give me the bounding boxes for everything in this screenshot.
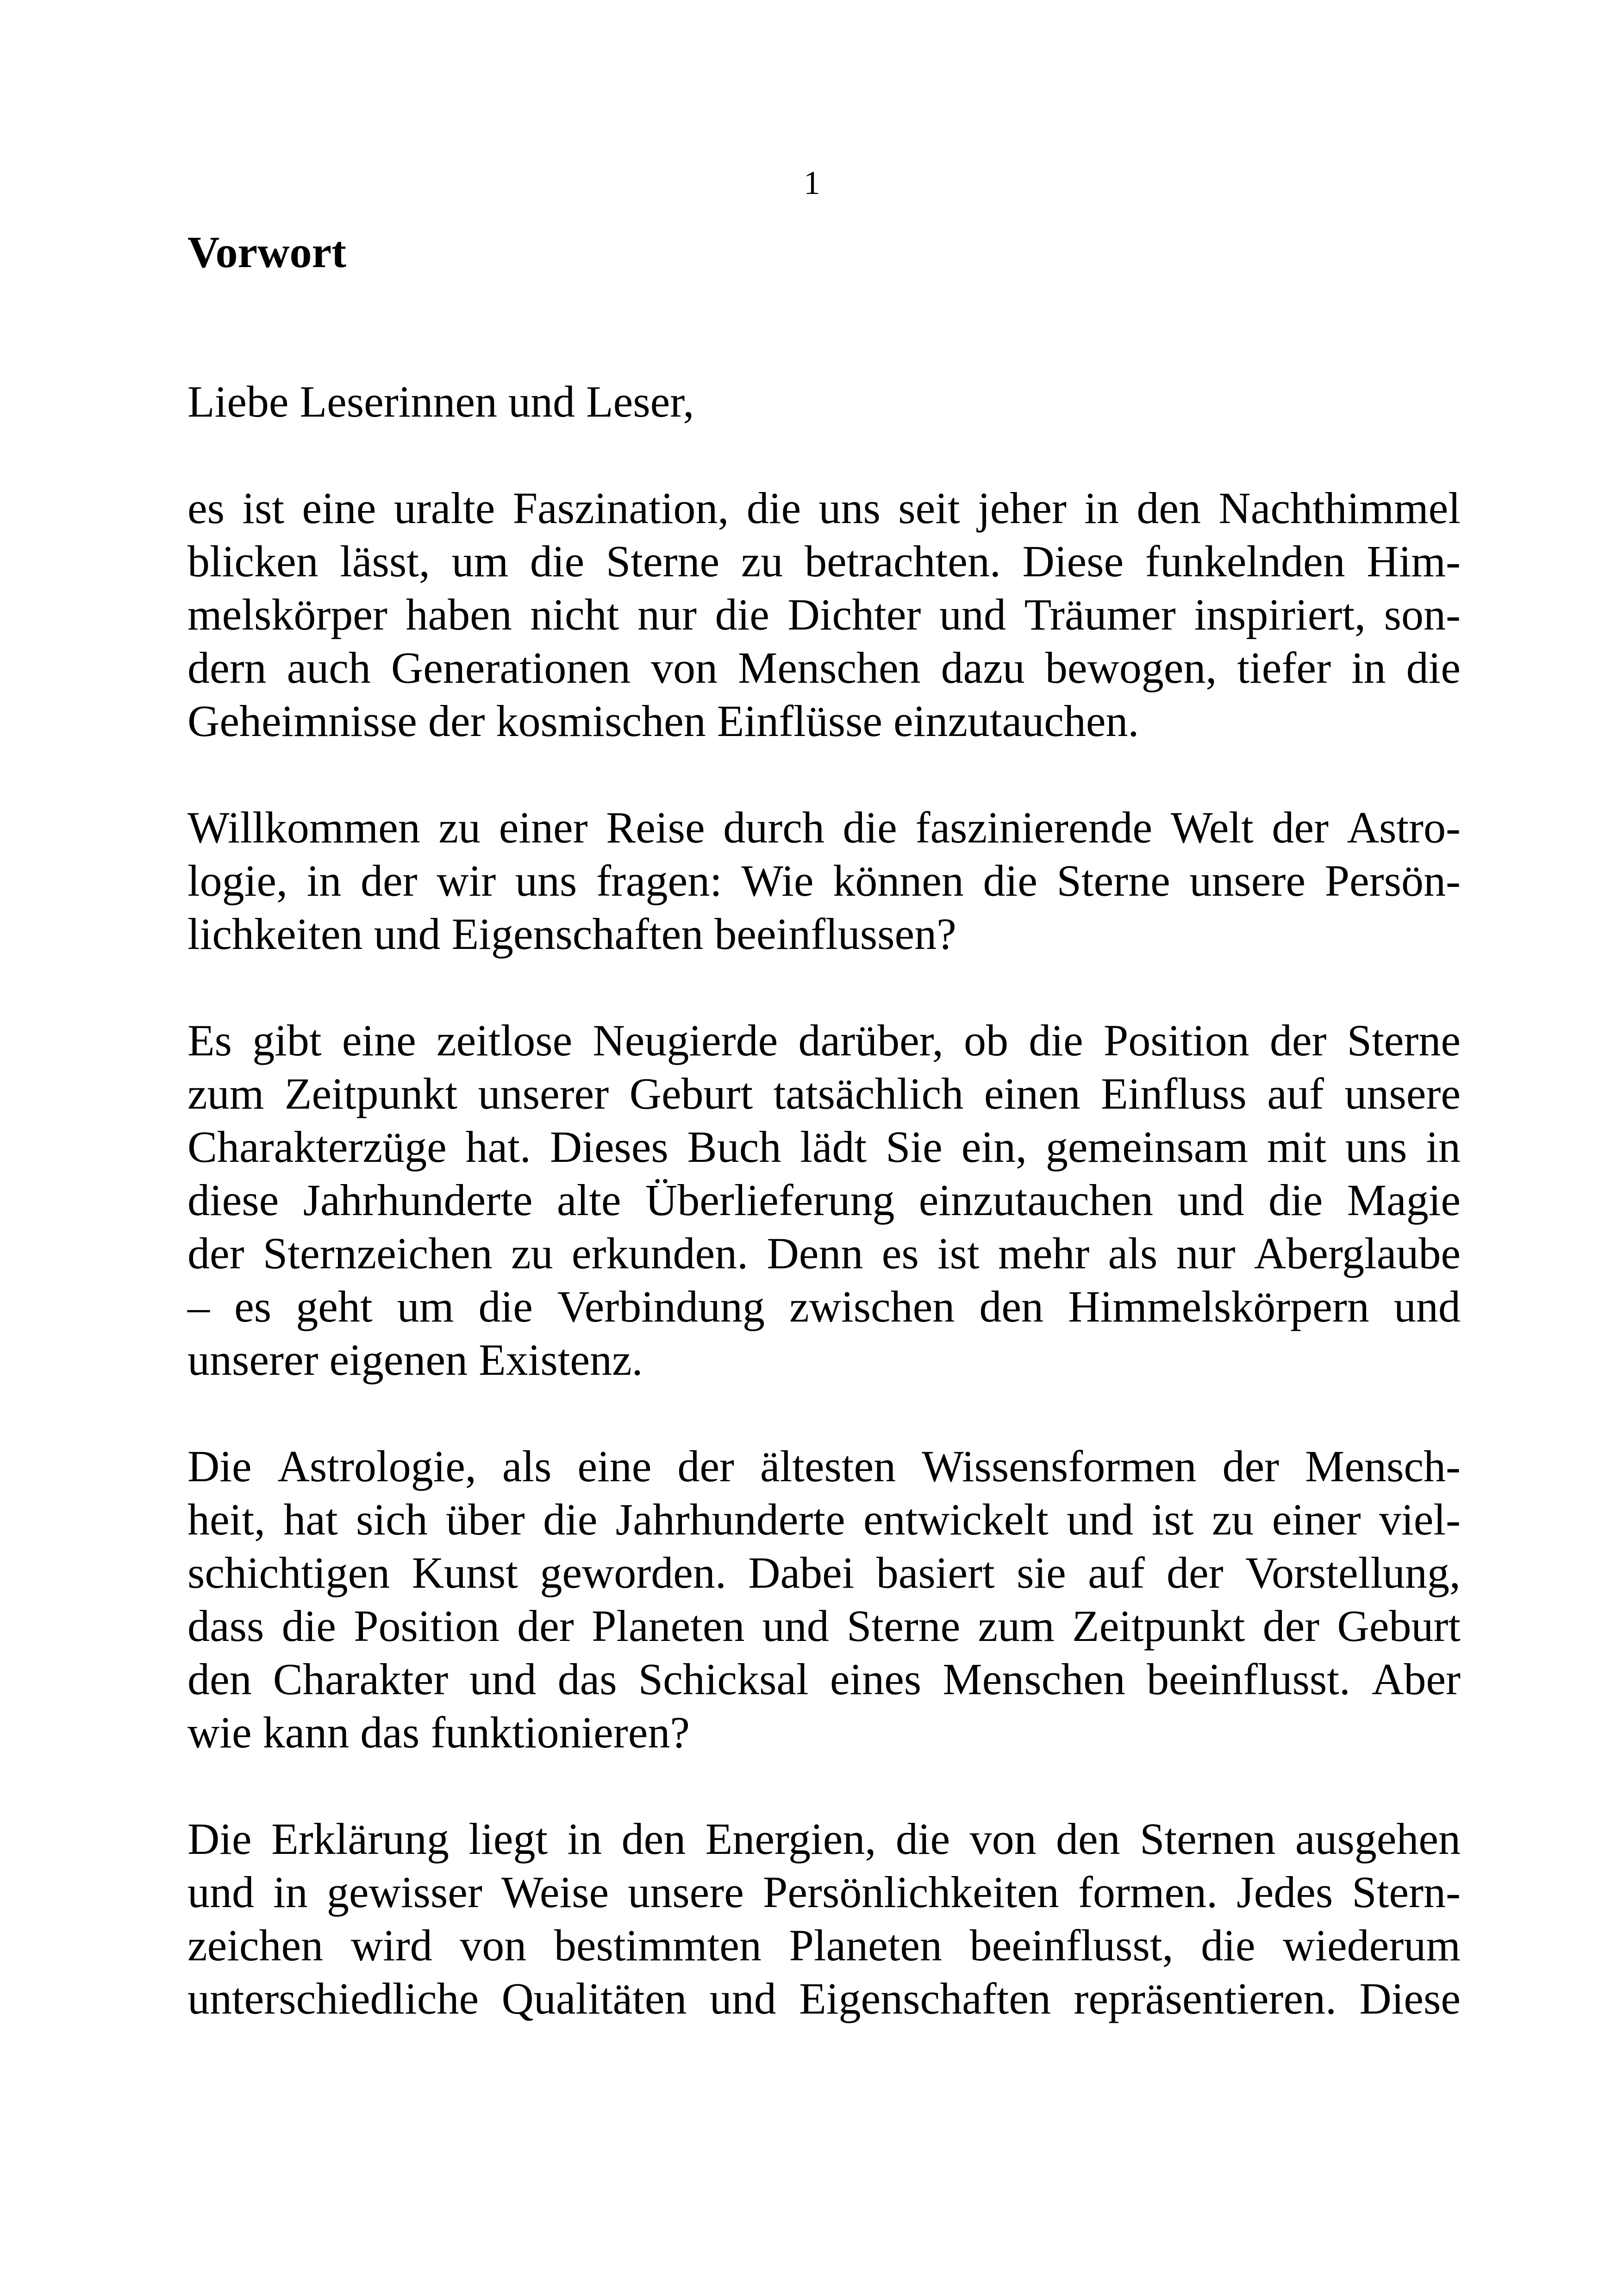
text-line: blicken lässt, um die Sterne zu betrachten. Diese funkelnden Him- bbox=[187, 536, 1461, 586]
text-line: den Charakter und das Schicksal eines Menschen beeinflusst. Aber bbox=[187, 1654, 1461, 1704]
text-line: schichtigen Kunst geworden. Dabei basiert sie auf der Vorstellung, bbox=[187, 1548, 1461, 1597]
text-line: diese Jahrhunderte alte Überlieferung einzutauchen und die Magie bbox=[187, 1175, 1461, 1225]
text-line: – es geht um die Verbindung zwischen den Himmelskörpern und bbox=[187, 1282, 1461, 1331]
paragraph bbox=[187, 801, 1461, 960]
text-line: dern auch Generationen von Menschen dazu bewogen, tiefer in die bbox=[187, 643, 1461, 692]
paragraph bbox=[187, 481, 1461, 748]
text-line: Die Erklärung liegt in den Energien, die von den Sternen ausgehen bbox=[187, 1814, 1461, 1864]
text-line: logie, in der wir uns fragen: Wie können die Sterne unsere Persön- bbox=[187, 856, 1461, 905]
text-line: zum Zeitpunkt unserer Geburt tatsächlich einen Einfluss auf unsere bbox=[187, 1069, 1461, 1118]
text-line: melskörper haben nicht nur die Dichter und Träumer inspiriert, son- bbox=[187, 590, 1461, 639]
paragraph bbox=[187, 1440, 1461, 1759]
text-line: Die Astrologie, als eine der ältesten Wissensformen der Mensch- bbox=[187, 1441, 1461, 1491]
text-line: der Sternzeichen zu erkunden. Denn es ist mehr als nur Aberglaube bbox=[187, 1229, 1461, 1278]
paragraph bbox=[187, 1014, 1461, 1386]
page-content bbox=[187, 227, 1461, 2025]
salutation: Liebe Leserinnen und Leser, bbox=[187, 377, 694, 426]
text-line: Willkommen zu einer Reise durch die faszinierende Welt der Astro- bbox=[187, 803, 1461, 852]
text-line: und in gewisser Weise unsere Persönlichkeiten formen. Jedes Stern- bbox=[187, 1867, 1461, 1917]
text-line: zeichen wird von bestimmten Planeten beeinflusst, die wiederum bbox=[187, 1921, 1461, 1970]
text-line: lichkeiten und Eigenschaften beeinflussen? bbox=[187, 909, 956, 959]
text-line: dass die Position der Planeten und Sterne zum Zeitpunkt der Geburt bbox=[187, 1601, 1461, 1651]
page-number: 1 bbox=[804, 164, 820, 201]
text-line: heit, hat sich über die Jahrhunderte entwickelt und ist zu einer viel- bbox=[187, 1495, 1461, 1544]
text-line: Charakterzüge hat. Dieses Buch lädt Sie ein, gemeinsam mit uns in bbox=[187, 1122, 1461, 1172]
text-line: es ist eine uralte Faszination, die uns seit jeher in den Nachthimmel bbox=[187, 483, 1461, 533]
body-text bbox=[187, 481, 1461, 2025]
chapter-heading: Vorwort bbox=[187, 227, 347, 277]
text-line: unterschiedliche Qualitäten und Eigenschaften repräsentieren. Diese bbox=[187, 1974, 1461, 2023]
paragraph bbox=[187, 1812, 1461, 2025]
text-line: wie kann das funktionieren? bbox=[187, 1708, 690, 1757]
text-line: unserer eigenen Existenz. bbox=[187, 1335, 643, 1384]
text-line: Geheimnisse der kosmischen Einflüsse einzutauchen. bbox=[187, 696, 1139, 746]
text-line: Es gibt eine zeitlose Neugierde darüber, ob die Position der Sterne bbox=[187, 1016, 1461, 1065]
